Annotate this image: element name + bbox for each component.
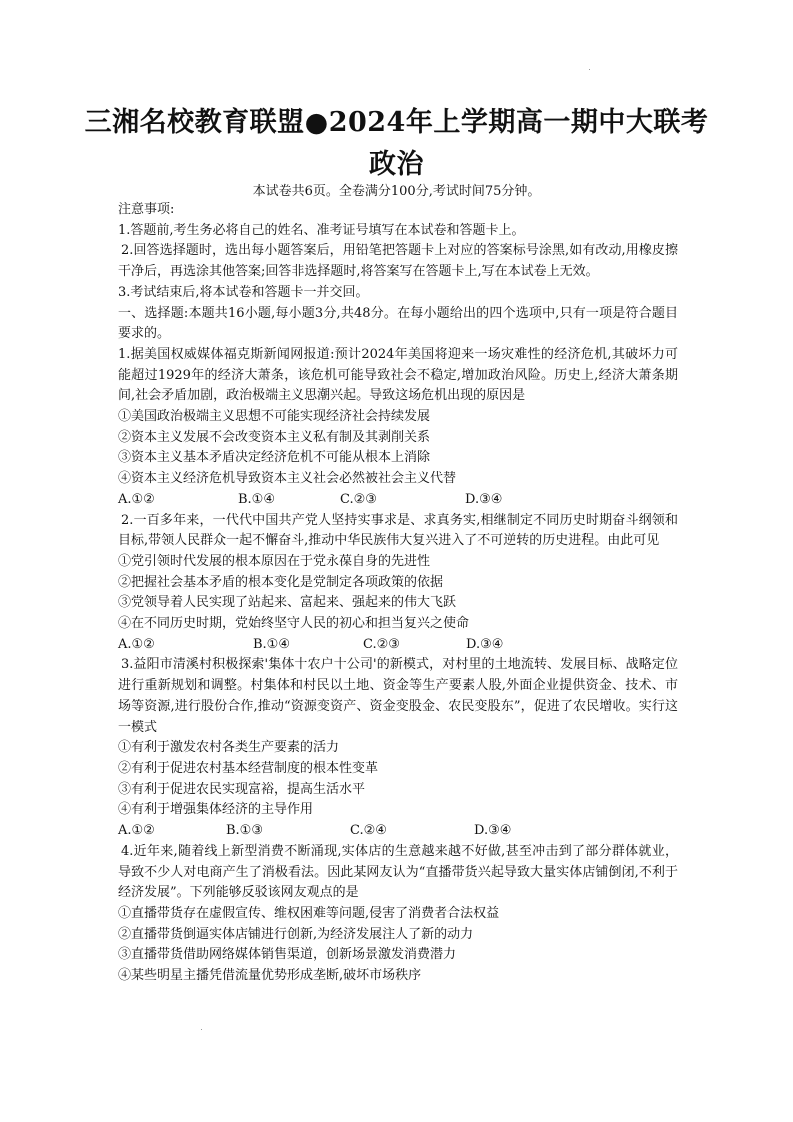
question-statement: ①直播带货存在虚假宣传、维权困难等问题,侵害了消费者合法权益 [118, 905, 500, 921]
question-statement: ④有利于增强集体经济的主导作用 [118, 802, 314, 818]
exam-content [118, 200, 678, 987]
note-item: 1.答题前,考生务必将自己的姓名、准考证号填写在本试卷和答题卡上。 [118, 222, 525, 238]
option-a: A.①② [118, 823, 155, 839]
question-statement: ①美国政治极端主义思想不可能实现经济社会持续发展 [118, 409, 431, 425]
question-statement: ④在不同历史时期，党始终坚守人民的初心和担当复兴之使命 [118, 616, 470, 632]
question-statement: ②把握社会基本矛盾的根本变化是党制定各项政策的依据 [118, 574, 444, 590]
question-statement: ①党引领时代发展的根本原因在于党永葆自身的先进性 [118, 553, 431, 569]
question-statement: ④某些明星主播凭借流量优势形成垄断,破坏市场秩序 [118, 968, 422, 984]
note-item: 3.考试结束后,将本试卷和答题卡一并交回。 [118, 284, 369, 300]
option-d: D.③④ [465, 491, 503, 507]
option-d: D.③④ [466, 636, 504, 652]
question-statement: ③资本主义基本矛盾决定经济危机不可能从根本上消除 [118, 450, 431, 466]
option-b: B.①③ [226, 823, 263, 839]
option-a: A.①② [118, 636, 155, 652]
scan-dot [589, 69, 590, 70]
exam-title: 三湘名校教育联盟●2024年上学期高一期中大联考 [84, 107, 709, 138]
question-statement: ③有利于促进农民实现富裕，提高生活水平 [118, 781, 366, 797]
option-b: B.①④ [253, 636, 290, 652]
question-statement: ②有利于促进农村基本经营制度的根本性变革 [118, 760, 379, 776]
option-a: A.①② [118, 491, 155, 507]
question-stem: 2.一百多年来，一代代中国共产党人坚持实事求是、求真务实,相继制定不同历史时期奋斗纲领和目标,带领人民群众一起不懈奋斗,推动中华民族伟大复兴进入了不可逆转的历史进程。由此可见 [118, 512, 678, 549]
question-stem: 1.据美国权威媒体福克斯新闻网报道:预计2024年美国将迎来一场灾难性的经济危机,其破坏力可能超过1929年的经济大萧条，该危机可能导致社会不稳定,增加政治风险。历史上,经济大萧条期间,社会矛盾加剧，政治极端主义思潮兴起。导致这场危机出现的原因是 [118, 346, 678, 404]
note-item: 2.回答选择题时，选出每小题答案后，用铅笔把答题卡上对应的答案标号涂黑,如有改动,用橡皮擦干净后，再选涂其他答案;回答非选择题时,将答案写在答题卡上,写在本试卷上无效。 [118, 243, 678, 280]
option-c: C.②③ [340, 491, 377, 507]
question-statement: ③直播带货借助网络媒体销售渠道，创新场景激发消费潜力 [118, 947, 457, 963]
option-c: C.②③ [363, 636, 400, 652]
answer-options [118, 635, 678, 656]
answer-options [118, 490, 678, 511]
question-statement: ②资本主义发展不会改变资本主义私有制及其剥削关系 [118, 429, 431, 445]
section-heading: 一、选择题:本题共16小题,每小题3分,共48分。在每小题给出的四个选项中,只有一项是符合题目要求的。 [118, 305, 678, 342]
question-stem: 4.近年来,随着线上新型消费不断涌现,实体店的生意越来越不好做,甚至冲击到了部分群体就业，导致不少人对电商产生了消极看法。因此某网友认为“直播带货兴起导致大量实体店铺倒闭,不利于经济发展”。下列能够反驳该网友观点的是 [118, 843, 678, 901]
option-b: B.①④ [238, 491, 275, 507]
option-d: D.③④ [474, 823, 512, 839]
answer-options [118, 821, 678, 842]
notes-heading: 注意事项: [118, 202, 175, 217]
exam-subject: 政治 [369, 149, 424, 180]
scan-dot [201, 1029, 202, 1030]
question-statement: ①有利于激发农村各类生产要素的活力 [118, 740, 340, 756]
question-statement: ④资本主义经济危机导致资本主义社会必然被社会主义代替 [118, 471, 457, 487]
exam-intro: 本试卷共6页。全卷满分100分,考试时间75分钟。 [252, 184, 541, 199]
question-stem: 3.益阳市清溪村积极探索'集体十农户十公司'的新模式，对村里的土地流转、发展目标、战略定位进行重新规划和调整。村集体和村民以土地、资金等生产要素人股,外面企业提供资金、技术、市场等资源,进行股份合作,推动“资源变资产、资金变股金、农民变股东”，促进了农民增收。实行这一模式 [118, 657, 678, 735]
option-c: C.②④ [350, 823, 387, 839]
question-statement: ②直播带货倒逼实体店铺进行创新,为经济发展注人了新的动力 [118, 926, 474, 942]
question-statement: ③党领导着人民实现了站起来、富起来、强起来的伟大飞跃 [118, 595, 457, 611]
